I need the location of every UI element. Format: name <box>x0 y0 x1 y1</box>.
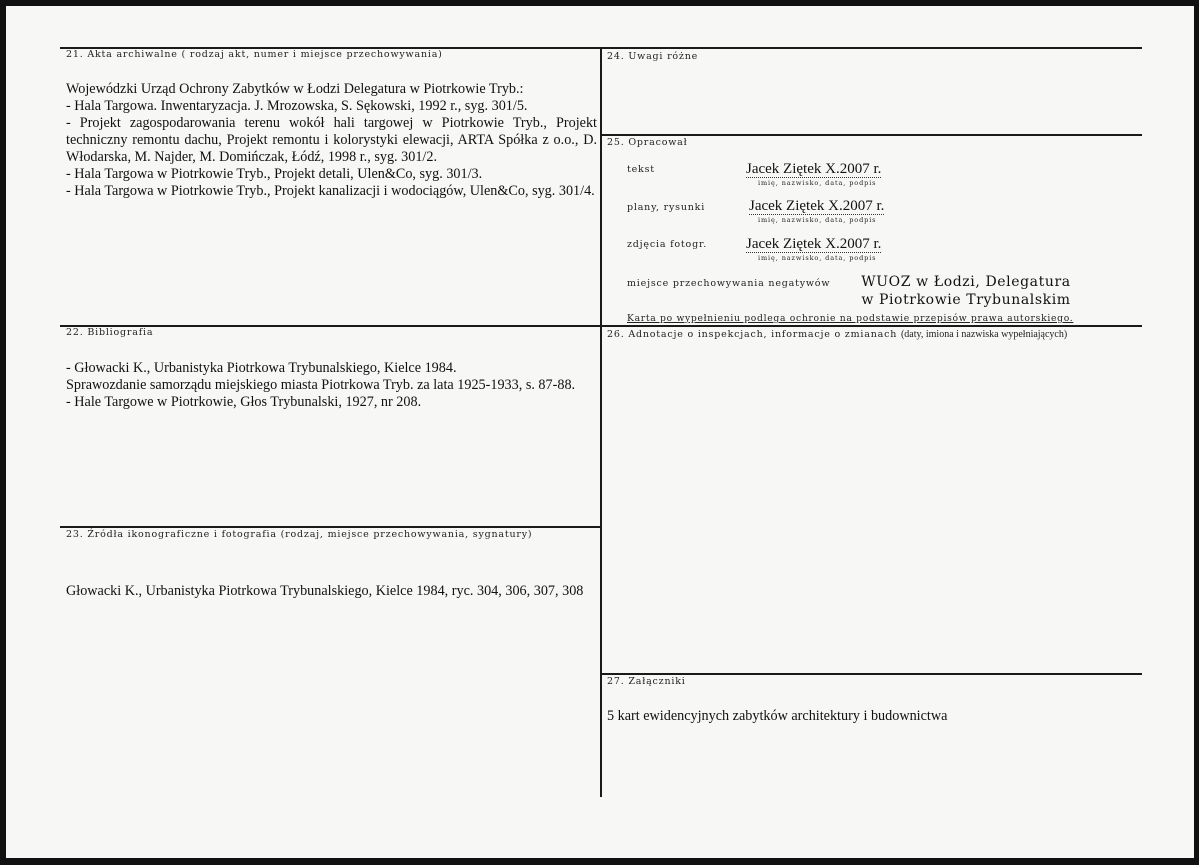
rule-21-22 <box>60 325 1142 327</box>
archive-line: Wojewódzki Urząd Ochrony Zabytków w Łodzi Delegatura w Piotrkowie Tryb.: <box>66 81 524 97</box>
author-text-value: Jacek Ziętek X.2007 r. <box>746 161 882 177</box>
section-23-header: 23. Źródła ikonograficzne i fotografia (rodzaj, miejsce przechowywania, sygnatury) <box>66 529 533 540</box>
section-24-header: 24. Uwagi różne <box>607 51 699 62</box>
author-text-label: tekst <box>627 164 655 175</box>
archive-line: - Hala Targowa. Inwentaryzacja. J. Mrozowska, S. Sękowski, 1992 r., syg. 301/5. <box>66 98 528 114</box>
section-26-title: 26. Adnotacje o inspekcjach, informacje o zmianach <box>607 329 898 340</box>
author-photos-label: zdjęcia fotogr. <box>627 239 708 250</box>
bibliography-line: - Hale Targowe w Piotrkowie, Głos Trybunalski, 1927, nr 208. <box>66 394 422 410</box>
negatives-storage-value <box>846 273 1086 309</box>
negatives-storage-line-1: WUOZ w Łodzi, Delegatura <box>861 274 1071 290</box>
section-26-header <box>607 329 1067 340</box>
archive-line: - Hala Targowa w Piotrkowie Tryb., Projekt kanalizacji i wodociągów, Ulen&Co, syg. 301/4. <box>66 183 595 199</box>
author-drawings-value: Jacek Ziętek X.2007 r. <box>749 198 885 214</box>
section-27-body <box>607 708 1137 725</box>
section-21-body <box>66 81 597 200</box>
section-23-body <box>66 583 597 600</box>
author-drawings-caption: imię, nazwisko, data, podpis <box>758 216 877 224</box>
bibliography-line: Sprawozdanie samorządu miejskiego miasta Piotrkowa Tryb. za lata 1925-1933, s. 87-88. <box>66 377 576 393</box>
record-card-sheet <box>6 6 1194 858</box>
archive-line: - Hala Targowa w Piotrkowie Tryb., Projekt detali, Ulen&Co, syg. 301/3. <box>66 166 483 182</box>
section-22-body <box>66 360 597 411</box>
bibliography-line: - Głowacki K., Urbanistyka Piotrkowa Trybunalskiego, Kielce 1984. <box>66 360 457 376</box>
attachment-line: 5 kart ewidencyjnych zabytków architektury i budownictwa <box>607 708 948 724</box>
section-21-header: 21. Akta archiwalne ( rodzaj akt, numer i miejsce przechowywania) <box>66 49 443 60</box>
section-22-header: 22. Bibliografia <box>66 327 154 338</box>
archive-line: - Projekt zagospodarowania terenu wokół hali targowej w Piotrkowie Tryb., Projekt techniczny remontu dachu, Projekt remontu i kolorystyki elewacji, ARTA Spółka z o.o., D. Włodarska, M. Najder, M. Domińczak, Łódź, 1998 r., syg. 301/2. <box>66 115 597 165</box>
author-photos-value: Jacek Ziętek X.2007 r. <box>746 236 882 252</box>
section-25-header: 25. Opracował <box>607 137 688 148</box>
rule-center <box>600 47 602 797</box>
negatives-storage-label: miejsce przechowywania negatywów <box>627 278 831 289</box>
author-photos-caption: imię, nazwisko, data, podpis <box>758 254 877 262</box>
rule-22-23 <box>60 526 602 528</box>
copyright-note: Karta po wypełnieniu podlega ochronie na podstawie przepisów prawa autorskiego. <box>627 313 1074 324</box>
iconography-line: Głowacki K., Urbanistyka Piotrkowa Trybunalskiego, Kielce 1984, ryc. 304, 306, 307, 308 <box>66 583 584 599</box>
rule-24-25 <box>602 134 1142 136</box>
section-26-subtitle: (daty, imiona i nazwiska wypełniających) <box>900 329 1068 340</box>
negatives-storage-line-2: w Piotrkowie Trybunalskim <box>861 292 1071 308</box>
author-drawings-label: plany, rysunki <box>627 202 706 213</box>
rule-26-27 <box>602 673 1142 675</box>
author-text-caption: imię, nazwisko, data, podpis <box>758 179 877 187</box>
section-27-header: 27. Załączniki <box>607 676 686 687</box>
